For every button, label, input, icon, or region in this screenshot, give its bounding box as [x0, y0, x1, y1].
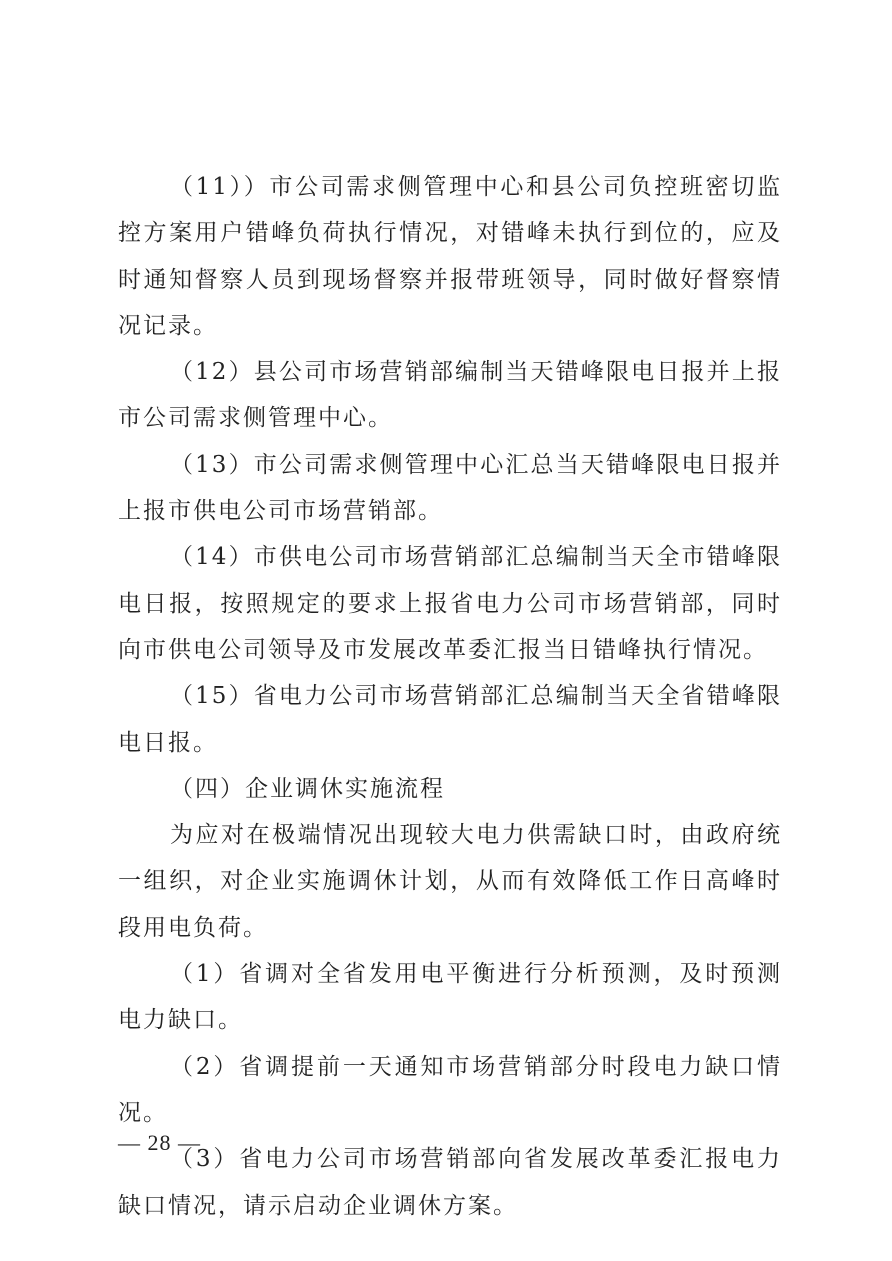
paragraph-item-1: （1）省调对全省发用电平衡进行分析预测，及时预测电力缺口。 — [118, 961, 782, 1034]
section-heading: （四）企业调休实施流程 — [170, 775, 445, 802]
paragraph-item-14: （14）市供电公司市场营销部汇总编制当天全市错峰限电日报，按照规定的要求上报省电力公司市场营销部，同时向市供电公司领导及市发展改革委汇报当日错峰执行情况。 — [118, 544, 782, 663]
paragraph-item-2: （2）省调提前一天通知市场营销部分时段电力缺口情况。 — [118, 1053, 782, 1126]
paragraph-item-15: （15）省电力公司市场营销部汇总编制当天全省错峰限电日报。 — [118, 683, 782, 756]
page-number: — 28 — — [118, 1130, 201, 1155]
document-body — [118, 164, 782, 1229]
paragraph-item-11: （11））市公司需求侧管理中心和县公司负控班密切监控方案用户错峰负荷执行情况，对错峰未执行到位的，应及时通知督察人员到现场督察并报带班领导，同时做好督察情况记录。 — [118, 174, 782, 339]
paragraph-item-12: （12）县公司市场营销部编制当天错峰限电日报并上报市公司需求侧管理中心。 — [118, 359, 782, 432]
paragraph-item-13: （13）市公司需求侧管理中心汇总当天错峰限电日报并上报市供电公司市场营销部。 — [118, 451, 782, 525]
paragraph-intro: 为应对在极端情况出现较大电力供需缺口时，由政府统一组织，对企业实施调休计划，从而有效降低工作日高峰时段用电负荷。 — [118, 822, 782, 941]
paragraph-item-3: （3）省电力公司市场营销部向省发展改革委汇报电力缺口情况，请示启动企业调休方案。 — [118, 1146, 782, 1219]
